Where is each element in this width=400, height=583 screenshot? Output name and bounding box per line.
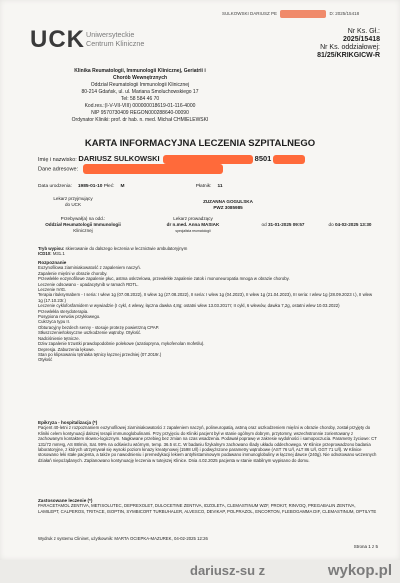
watermark-bar (0, 560, 400, 583)
ks-gl-label: Nr Ks. Gł.: (347, 28, 380, 35)
diagnosis-line: Depresja. Zaburzenia lękowe. (38, 346, 95, 352)
diagnosis-line: Eozynofilowa ziarniniakowatość z zapaleniem naczyń. (38, 265, 141, 271)
payer-value: 11 (217, 184, 223, 189)
printed-user: MARTA OCIEPKA-MAZUREK (114, 536, 172, 541)
document-title: KARTA INFORMACYJNA LECZENIA SZPITALNEGO (84, 138, 316, 149)
icd-value: M31.1 (52, 251, 65, 257)
patient-name: DARIUSZ SULKOWSKI (78, 154, 160, 163)
epicrisis-text: Pacjent 40-letni z rozpoznaniem eozynofilowej ziarniniakowatości z zapaleniem naczyń, polineuropatią, astmą oraz uszkodzeniem mięśni w obrazie choroby, został przyjęty do Kliniki celem kontynuacji dalszej terapii immunoglobulinami. Przy przyjęciu do Kliniki pacjent był w stanie ogólnym dobrym, przytomny, wszechstronnie zorientowany z zachowanym kontaktem słowno-logicznym. Nagłowane przebieg bez zmian na czas wsadzenia. Podawał poprawę w zakresie wydolności i samopoczucia. Parametry życiowe: CT 131/72 mmHg, AS 88/min, Sat. 99% na odświeżu wtórnym, temp. 36.5 st.C. W badaniu fizykalnym zachowano ślady układu oddechowego. W Klinice przeprowadzono badania laboratoryjne, z których utrzymywał się wysoki poziom kinazy kreatynowej (1598 U/l) i podwyższone parametry wątrobowe (AST 76 U/l, ALT 86 U/l, GGT 71 U/l). W Klinice stosowano leki stałe pacjenta, a także po nawodnieniu i premedykacji lekiem antyhistaminowym podawano immunoglobuliny w łącznej dawce (240g). Nie odnotowano wczesnych działań niepożądanych. Zaplanowano kontynuację leczenia w tutejszej Klinice. Dnia 4.02.2025 pacjenta w stanie stabilnym wypisano do domu. (38, 425, 377, 463)
icd-label: ICD10: (38, 251, 52, 257)
diagnosis-line: Leczenie IVIG. (38, 287, 67, 293)
page-number: Strona 1 z 5 (353, 544, 378, 549)
diagnosis-line: Obturacyjny bezdech senny - stosuje protezę powietrzną CPAP. (38, 324, 160, 330)
ward-box (38, 216, 128, 234)
to-box (320, 222, 380, 228)
watermark-site: wykop.pl (327, 562, 392, 579)
logo-text: UCK (30, 26, 85, 53)
treatment-header: Zastosowane leczenie (*) (38, 498, 93, 503)
treatment-section (38, 498, 378, 514)
hospital-header (10, 68, 270, 124)
diagnosis-header: Rozpoznanie (38, 260, 67, 265)
from-value: 31-01-2025 09:57 (267, 222, 305, 227)
sex-value: M (120, 184, 125, 189)
printed-date: 04-02-2025 12:26 (173, 536, 208, 541)
ks-odd-value: 81/25/KRIKGICW-R (317, 52, 380, 59)
doctor-name: ZUZANNA GOGULSKA (203, 199, 253, 204)
payer-label: Płatnik: (195, 184, 212, 189)
treatment-text: PARACETAMOL ZENTIVA, METISOLUTEC, DEPREXOLET, DULOCETINE ZENTIVA, IDZOLETA, CLEMASTINUM WZF, PROKIT, RINVOQ, PREGABALIN ZENTIVA, LAMILEPT, CALPEROS, TRITACE, ISOPTIN, SYMBICORT TURBUHALER, ALVESCO, DEVIKAP, POLPRAZOL, ENCORTON, FLEBOGAMMA DIF, CLEMASTINUM, OPTILYTE (38, 503, 377, 514)
diagnosis-line: Przewlekłe eozynofilowe zapalenie płuc, astma oskrzelowa, przewlekłe zapalenie zatok i mononeuropatia mnoga w obrazie choroby. (38, 276, 290, 282)
hospital-line3: Oddział Reumatologii Immunologii Klinicznej (90, 82, 190, 88)
diagnosis-line: Otyłość (38, 357, 53, 363)
diagnosis-line: Leczenie odsowano - upadacytynib w ramach RDTL. (38, 281, 139, 287)
redaction-pesel (273, 155, 305, 164)
name-label: Imię i nazwisko: (38, 157, 77, 163)
top-strip-left: SULKOWSKI DARIUSZ PE (222, 11, 278, 17)
referring-label: Lekarz przyjmujący (53, 196, 93, 201)
hospital-line6: Kod.res.:(I-V-VII-VIII) 000000018619-01-116-4000 (84, 103, 196, 109)
printed-label: Wydruk z systemu Clininet, użytkownik: (38, 536, 114, 541)
referring-box (38, 196, 108, 208)
doctor-pwz: PWZ 3085985 (213, 205, 243, 210)
diagnosis-line: Dziw zapalenie trzustki prawdopodobnie polekowe (azatiopryna, mykofenolan mofetilu). (38, 341, 205, 347)
pesel-prefix: 8501 (254, 154, 272, 163)
hospital-line2: Chorób Wewnętrznych (112, 75, 168, 81)
referring-sub: do UCK (64, 202, 82, 207)
leading-spec: specjalista reumatologii (175, 229, 211, 233)
mode-value: skierowanie do dalszego leczenia w lecznictwie ambulatoryjnym (65, 246, 188, 251)
from-label: od (261, 222, 267, 227)
ks-odd-label: Nr Ks. oddziałowej: (320, 44, 380, 51)
diagnosis-line: Nadciśnienie tętnicze. (38, 335, 80, 341)
admitted-label: Przebywał(a) na odd.: (60, 216, 106, 221)
ward-sub: Klinicznej (73, 228, 93, 233)
redaction-top (280, 10, 326, 18)
logo-line2: Centrum Kliniczne (86, 39, 145, 48)
print-footer: Wydruk z systemu Clininet, użytkownik: MARTA OCIEPKA-MAZUREK, 04-02-2025 12:26 (38, 536, 208, 541)
diagnosis-line: Leczenie cyklofosfamidem w wywiadzie (I cykl, 4 wlewy, łączna dawka 4,8g; ostatni wlew 13.03.2017r; II cykl, 6 wlewów, dawka 7,2g, ostatni wlew 10.03.2022) (38, 303, 340, 309)
ward-name: Oddział Reumatologii Immunologii (45, 222, 121, 227)
redaction-name (163, 155, 253, 164)
hospital-line1: Klinika Reumatologii, Immunologii Klinicznej, Geriatrii i (74, 68, 206, 74)
top-strip-right: D: 2025/15418 (329, 11, 360, 17)
to-value: 04-02-2025 13:30 (334, 222, 372, 227)
diagnosis-line: Stan po klipsowaniu tętniaka tętnicy łącznej przedniej (07.2019r.) (38, 351, 162, 357)
patient-info (38, 155, 305, 174)
leading-name: dr n.med. Anna MASIAK (166, 222, 220, 227)
hospital-line4: 80-214 Gdańsk, ul. ul. Mariana Smoluchowskiego 17 (81, 89, 199, 95)
redaction-address (83, 164, 223, 174)
epicrisis-header: Epikryza - hospitalizacja (*) (38, 420, 98, 425)
leading-label: Lekarz prowadzący (173, 216, 213, 221)
diagnosis-line: Stłuszczenie/toksyczne uszkodzenie wątroby. Otyłość. (38, 330, 142, 336)
logo-line1: Uniwersyteckie (86, 30, 135, 39)
uck-logo (30, 26, 170, 56)
mode-label: Tryb wypisu: (38, 246, 65, 251)
diagnosis-section (38, 260, 378, 363)
sex-label: Płeć: (103, 184, 115, 189)
doctor-box (188, 199, 268, 211)
address-label: Dane adresowe: (38, 166, 79, 173)
diagnosis-line: Przewlekła sterydoterapia. (38, 308, 89, 314)
watermark-user: dariusz-su z (190, 563, 266, 578)
top-strip (222, 10, 400, 20)
diagnosis-line: Posypiona nerwów przykłowego. (38, 314, 101, 320)
hospital-line5: Tel: 58 584 46 70 (120, 96, 160, 102)
discharge-mode (38, 246, 378, 257)
diagnosis-line: Terapia rituksymabem - I seria: I wlew 1g (07.08.2022), II wlew 1g (27.08.2022), II seria: I wlew 1g (04.2023), II wlew 1g (21.04.2023), III seria: I wlew 1g (28.09.2023 r.), II wlew 1g (17.10.23r.) (38, 292, 373, 303)
diagnosis-line: Zapalenie mięśni w obrazie choroby. (38, 270, 108, 276)
diagnosis-line: Cukrzyca typu II. (38, 319, 70, 325)
dob-label: Data urodzenia: (38, 184, 72, 189)
hospital-line8: Ordynator Kliniki: prof. dr hab. n. med. Michał CHMIELEWSKI (71, 117, 209, 123)
ks-gl-value: 2025/15418 (343, 36, 380, 43)
leading-doctor-box (148, 216, 238, 234)
from-box (253, 222, 313, 228)
epicrisis-section (38, 420, 378, 463)
hospital-line7: NIP 9570730409 REGON000288640-00090 (91, 110, 189, 116)
record-numbers (317, 28, 380, 60)
dob-row (38, 184, 378, 189)
to-label: do (328, 222, 334, 227)
dob-value: 1985-01-10 (77, 184, 103, 189)
